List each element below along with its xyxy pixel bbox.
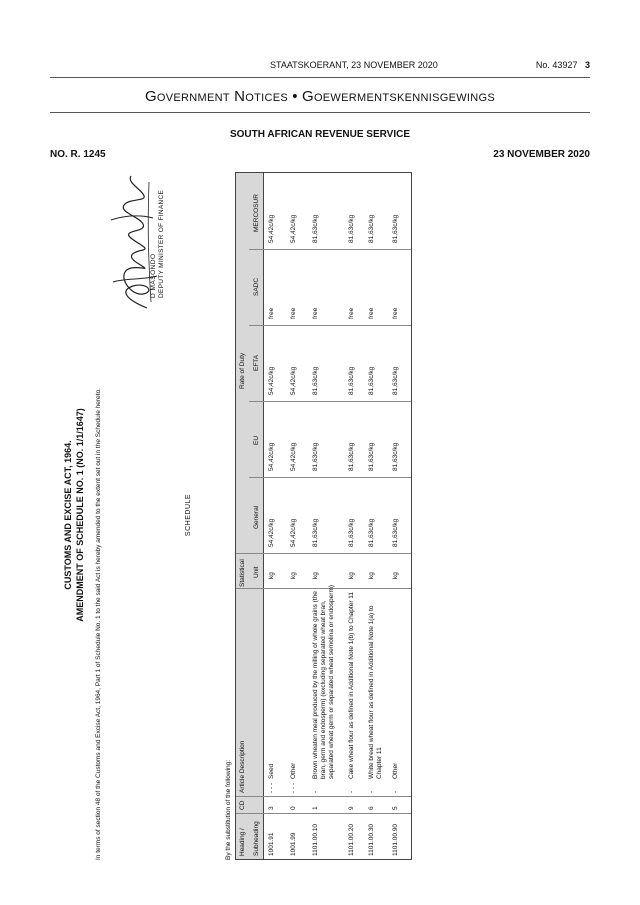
header-description: Article Description: [239, 740, 246, 793]
header-cd: CD: [239, 800, 246, 810]
cell-level: -: [348, 790, 355, 793]
cell-unit: kg: [290, 572, 297, 579]
intro-paragraph: In terms of section 48 of the Customs and Excise Act, 1964, Part 1 of Schedule No. 1 to the said Act is hereby amended to the extent set out in the Schedule hereto.: [95, 388, 102, 860]
cell-sadc: free: [348, 307, 355, 319]
cell-eu: 54,42c/kg: [268, 442, 275, 471]
cell-code: 1001.99: [290, 832, 297, 856]
cell-unit: kg: [268, 572, 275, 579]
cell-unit: kg: [312, 572, 319, 579]
cell-cd: 0: [290, 806, 297, 810]
schedule-heading: SCHEDULE: [185, 493, 192, 537]
cell-sadc: free: [392, 307, 399, 319]
signatory-name: D MASONDO: [150, 253, 157, 298]
cell-cd: 3: [268, 806, 275, 810]
header-unit: Unit: [253, 566, 260, 578]
cell-description: Cake wheat flour as defined in Additional Note 1(b) to Chapter 11: [348, 591, 355, 779]
issue-number: No. 43927: [535, 60, 578, 70]
cell-eu: 81,63c/kg: [392, 442, 399, 471]
cell-unit: kg: [392, 572, 399, 579]
word-oewerments: OEWERMENTSKENNISGEWINGS: [313, 92, 496, 104]
cell-cd: 9: [348, 806, 355, 810]
cell-eu: 81,63c/kg: [348, 442, 355, 471]
cell-sadc: free: [268, 307, 275, 319]
cell-general: 81,63c/kg: [392, 518, 399, 547]
cell-level: -: [392, 790, 399, 793]
cell-sadc: free: [290, 307, 297, 319]
notice-number: NO. R. 1245: [50, 149, 106, 160]
cell-general: 81,63c/kg: [368, 518, 375, 547]
cell-general: 81,63c/kg: [348, 518, 355, 547]
cell-mercosur: 81,63c/kg: [348, 214, 355, 243]
col-divider: [249, 477, 411, 478]
cell-level: - - -: [290, 782, 297, 793]
cell-efta: 81,63c/kg: [348, 366, 355, 395]
act-title: CUSTOMS AND EXCISE ACT, 1964.: [63, 440, 73, 590]
amendment-title: AMENDMENT OF SCHEDULE NO. 1 (NO. 1/1/1647): [75, 408, 85, 622]
cell-cd: 5: [392, 806, 399, 810]
cell-level: -: [368, 790, 375, 793]
header-subheading: Subheading: [253, 821, 260, 856]
cell-cd: 6: [368, 806, 375, 810]
cell-description: Other: [392, 762, 399, 779]
authority-name: SOUTH AFRICAN REVENUE SERVICE: [229, 129, 411, 140]
cap-n: N: [234, 88, 246, 105]
cell-efta: 81,63c/kg: [312, 366, 319, 395]
header-mercosur: MERCOSUR: [253, 194, 260, 232]
cell-mercosur: 81,63c/kg: [312, 214, 319, 243]
header-eu: EU: [253, 435, 260, 445]
cell-general: 54,42c/kg: [268, 518, 275, 547]
cell-general: 81,63c/kg: [312, 518, 319, 547]
cell-mercosur: 54,42c/kg: [268, 214, 275, 243]
cell-code: 1101.00.90: [392, 823, 399, 856]
cell-mercosur: 81,63c/kg: [368, 214, 375, 243]
cell-description: White bread wheat flour as defined in Additional Note 1(a) to: [368, 605, 375, 779]
cell-unit: kg: [368, 572, 375, 579]
cell-code: 1101.00.30: [368, 823, 375, 856]
header-statistical: Statistical: [239, 559, 246, 587]
substitution-text: By the substitution of the following:: [225, 759, 232, 860]
cell-eu: 81,63c/kg: [368, 442, 375, 471]
cap-g: G: [144, 88, 157, 105]
gazette-header: [50, 60, 590, 74]
cell-description: Seed: [268, 763, 275, 779]
cell-efta: 81,63c/kg: [392, 366, 399, 395]
cell-unit: kg: [348, 572, 355, 579]
cell-description: bran, germ and endosperm) (excluding separated wheat bran,: [320, 600, 327, 779]
cell-code: 1101.00.10: [312, 823, 319, 856]
col-divider: [236, 588, 411, 589]
cell-description: Other: [290, 762, 297, 779]
cell-cd: 1: [312, 806, 319, 810]
header-general: General: [253, 505, 260, 529]
cell-sadc: free: [368, 307, 375, 319]
header-sadc: SADC: [253, 277, 260, 296]
header-rule: [50, 77, 590, 78]
cell-general: 54,42c/kg: [290, 518, 297, 547]
signatory-title: DEPUTY MINISTER OF FINANCE: [158, 189, 165, 298]
cell-efta: 54,42c/kg: [290, 366, 297, 395]
notice-date: 23 NOVEMBER 2020: [493, 149, 590, 160]
cap-g2: G: [301, 88, 314, 105]
cell-eu: 54,42c/kg: [290, 442, 297, 471]
word-otices: OTICES: [245, 92, 288, 104]
cell-mercosur: 81,63c/kg: [392, 214, 399, 243]
cell-sadc: free: [312, 307, 319, 319]
cell-efta: 81,63c/kg: [368, 366, 375, 395]
col-divider: [249, 401, 411, 402]
tariff-table: [235, 172, 412, 860]
page-number: 3: [584, 60, 590, 70]
header-rate-of-duty: Rate of Duty: [239, 352, 246, 389]
word-overnment: OVERNMENT: [156, 92, 230, 104]
cell-eu: 81,63c/kg: [312, 442, 319, 471]
col-divider: [236, 813, 411, 814]
cell-mercosur: 54,42c/kg: [290, 214, 297, 243]
gazette-number: [536, 60, 590, 70]
section-title: [0, 88, 640, 105]
gazette-title: STAATSKOERANT, 23 NOVEMBER 2020: [270, 60, 438, 70]
cell-description: separated wheat germ or separated wheat semolina or endosperm): [328, 584, 335, 779]
bullet: •: [292, 88, 298, 105]
header-heading: Heading /: [239, 828, 246, 856]
cell-code: 1101.00.20: [348, 823, 355, 856]
col-divider: [236, 796, 411, 797]
cell-efta: 54,42c/kg: [268, 366, 275, 395]
cell-level: - - -: [268, 782, 275, 793]
rotated-notice-body: [63, 170, 603, 860]
section-rule: [50, 112, 590, 113]
cell-level: -: [312, 790, 319, 793]
header-efta: EFTA: [253, 354, 260, 371]
cell-code: 1001.91: [268, 832, 275, 856]
cell-description: Chapter 11: [376, 747, 383, 779]
cell-description: Brown wheaten meal produced by the milling of whole grains (the: [312, 591, 319, 779]
col-divider: [236, 553, 411, 554]
col-divider: [249, 325, 411, 326]
col-divider: [249, 249, 411, 250]
